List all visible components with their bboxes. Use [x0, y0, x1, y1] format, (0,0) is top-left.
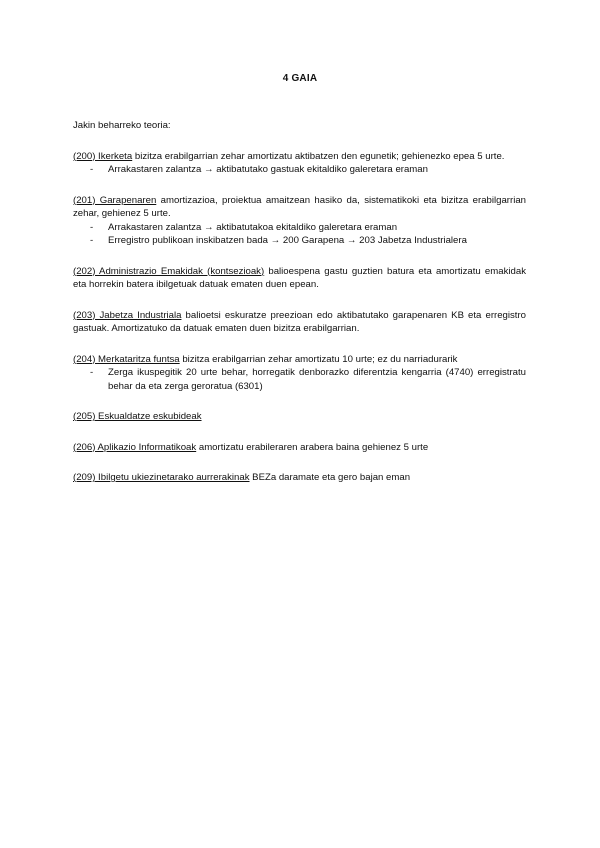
account-code: (202) Administrazio Emakidak (kontsezioak) — [73, 265, 265, 277]
bullet-list — [73, 221, 526, 248]
entry-paragraph — [73, 471, 526, 485]
entry-203 — [73, 309, 526, 336]
dash-marker: - — [90, 164, 94, 175]
entry-text: balioetsi eskuratze preezioan edo aktibatutako garapenaren KB eta erregistro gastuak. Amortizatuko da datuak ematen duen bizitza erabilgarrian. — [73, 309, 527, 334]
entry-paragraph — [73, 194, 526, 221]
document-body — [73, 119, 526, 502]
entry-204 — [73, 353, 526, 394]
account-code: (204) Merkataritza funtsa — [73, 353, 180, 365]
entry-paragraph — [73, 265, 526, 292]
entry-200 — [73, 150, 526, 177]
bullet-item: - Arrakastaren zalantza → aktibatutako gastuak ekitaldiko galeretara eraman — [90, 164, 428, 175]
account-code: (203) Jabetza Industriala — [73, 309, 182, 321]
entry-205 — [73, 410, 526, 424]
page-title: 4 GAIA — [282, 73, 318, 84]
entry-paragraph — [73, 441, 526, 455]
dash-marker: - — [90, 235, 94, 246]
account-code: (206) Aplikazio Informatikoak — [73, 441, 197, 453]
entry-text: bizitza erabilgarrian zehar amortizatu 10 urte; ez du narriadurarik — [179, 353, 458, 365]
bullet-item: - Zerga ikuspegitik 20 urte behar, horregatik denborazko diferentzia kengarria (4740) erregistratu behar da eta zerga geroratua (6301) — [90, 367, 526, 392]
bullet-item: - Erregistro publikoan inskibatzen bada → 200 Garapena → 203 Jabetza Industrialera — [90, 235, 467, 246]
account-code: (209) Ibilgetu ukiezinetarako aurrerakinak — [73, 472, 250, 483]
bullet-list — [73, 366, 526, 393]
entry-text: amortizatu erabileraren arabera baina gehienez 5 urte — [196, 441, 429, 453]
entry-text: bizitza erabilgarrian zehar amortizatu aktibatzen den egunetik; gehienezko epea 5 urte. — [132, 150, 505, 162]
entry-text: BEZa daramate eta gero bajan eman — [249, 472, 411, 483]
entry-paragraph — [73, 353, 526, 367]
entry-201 — [73, 194, 526, 248]
entry-paragraph — [73, 309, 526, 336]
dash-marker: - — [90, 367, 94, 378]
account-code: (201) Garapenaren — [73, 194, 157, 206]
entry-202 — [73, 265, 526, 292]
intro-text: Jakin beharreko teoria: — [73, 120, 171, 131]
account-code: (200) Ikerketa — [73, 150, 133, 162]
entry-paragraph — [73, 410, 526, 424]
entry-text: amortizazioa, proiektua amaitzean hasiko da, sistematikoki eta bizitza erabilgarrian zehar, gehienez 5 urte. — [73, 194, 526, 219]
entry-text: balioespena gastu guztien batura eta amortizatu emakidak eta horrekin batera ibilgetuak datuak ematen duen epean. — [73, 265, 526, 290]
entry-paragraph — [73, 150, 526, 164]
account-code: (205) Eskualdatze eskubideak — [73, 411, 202, 422]
bullet-list — [73, 163, 526, 177]
entry-206 — [73, 441, 526, 455]
dash-marker: - — [90, 221, 94, 233]
bullet-item: - Arrakastaren zalantza → aktibatutakoa ekitaldiko galeretara eraman — [90, 221, 398, 233]
entry-209 — [73, 471, 526, 485]
